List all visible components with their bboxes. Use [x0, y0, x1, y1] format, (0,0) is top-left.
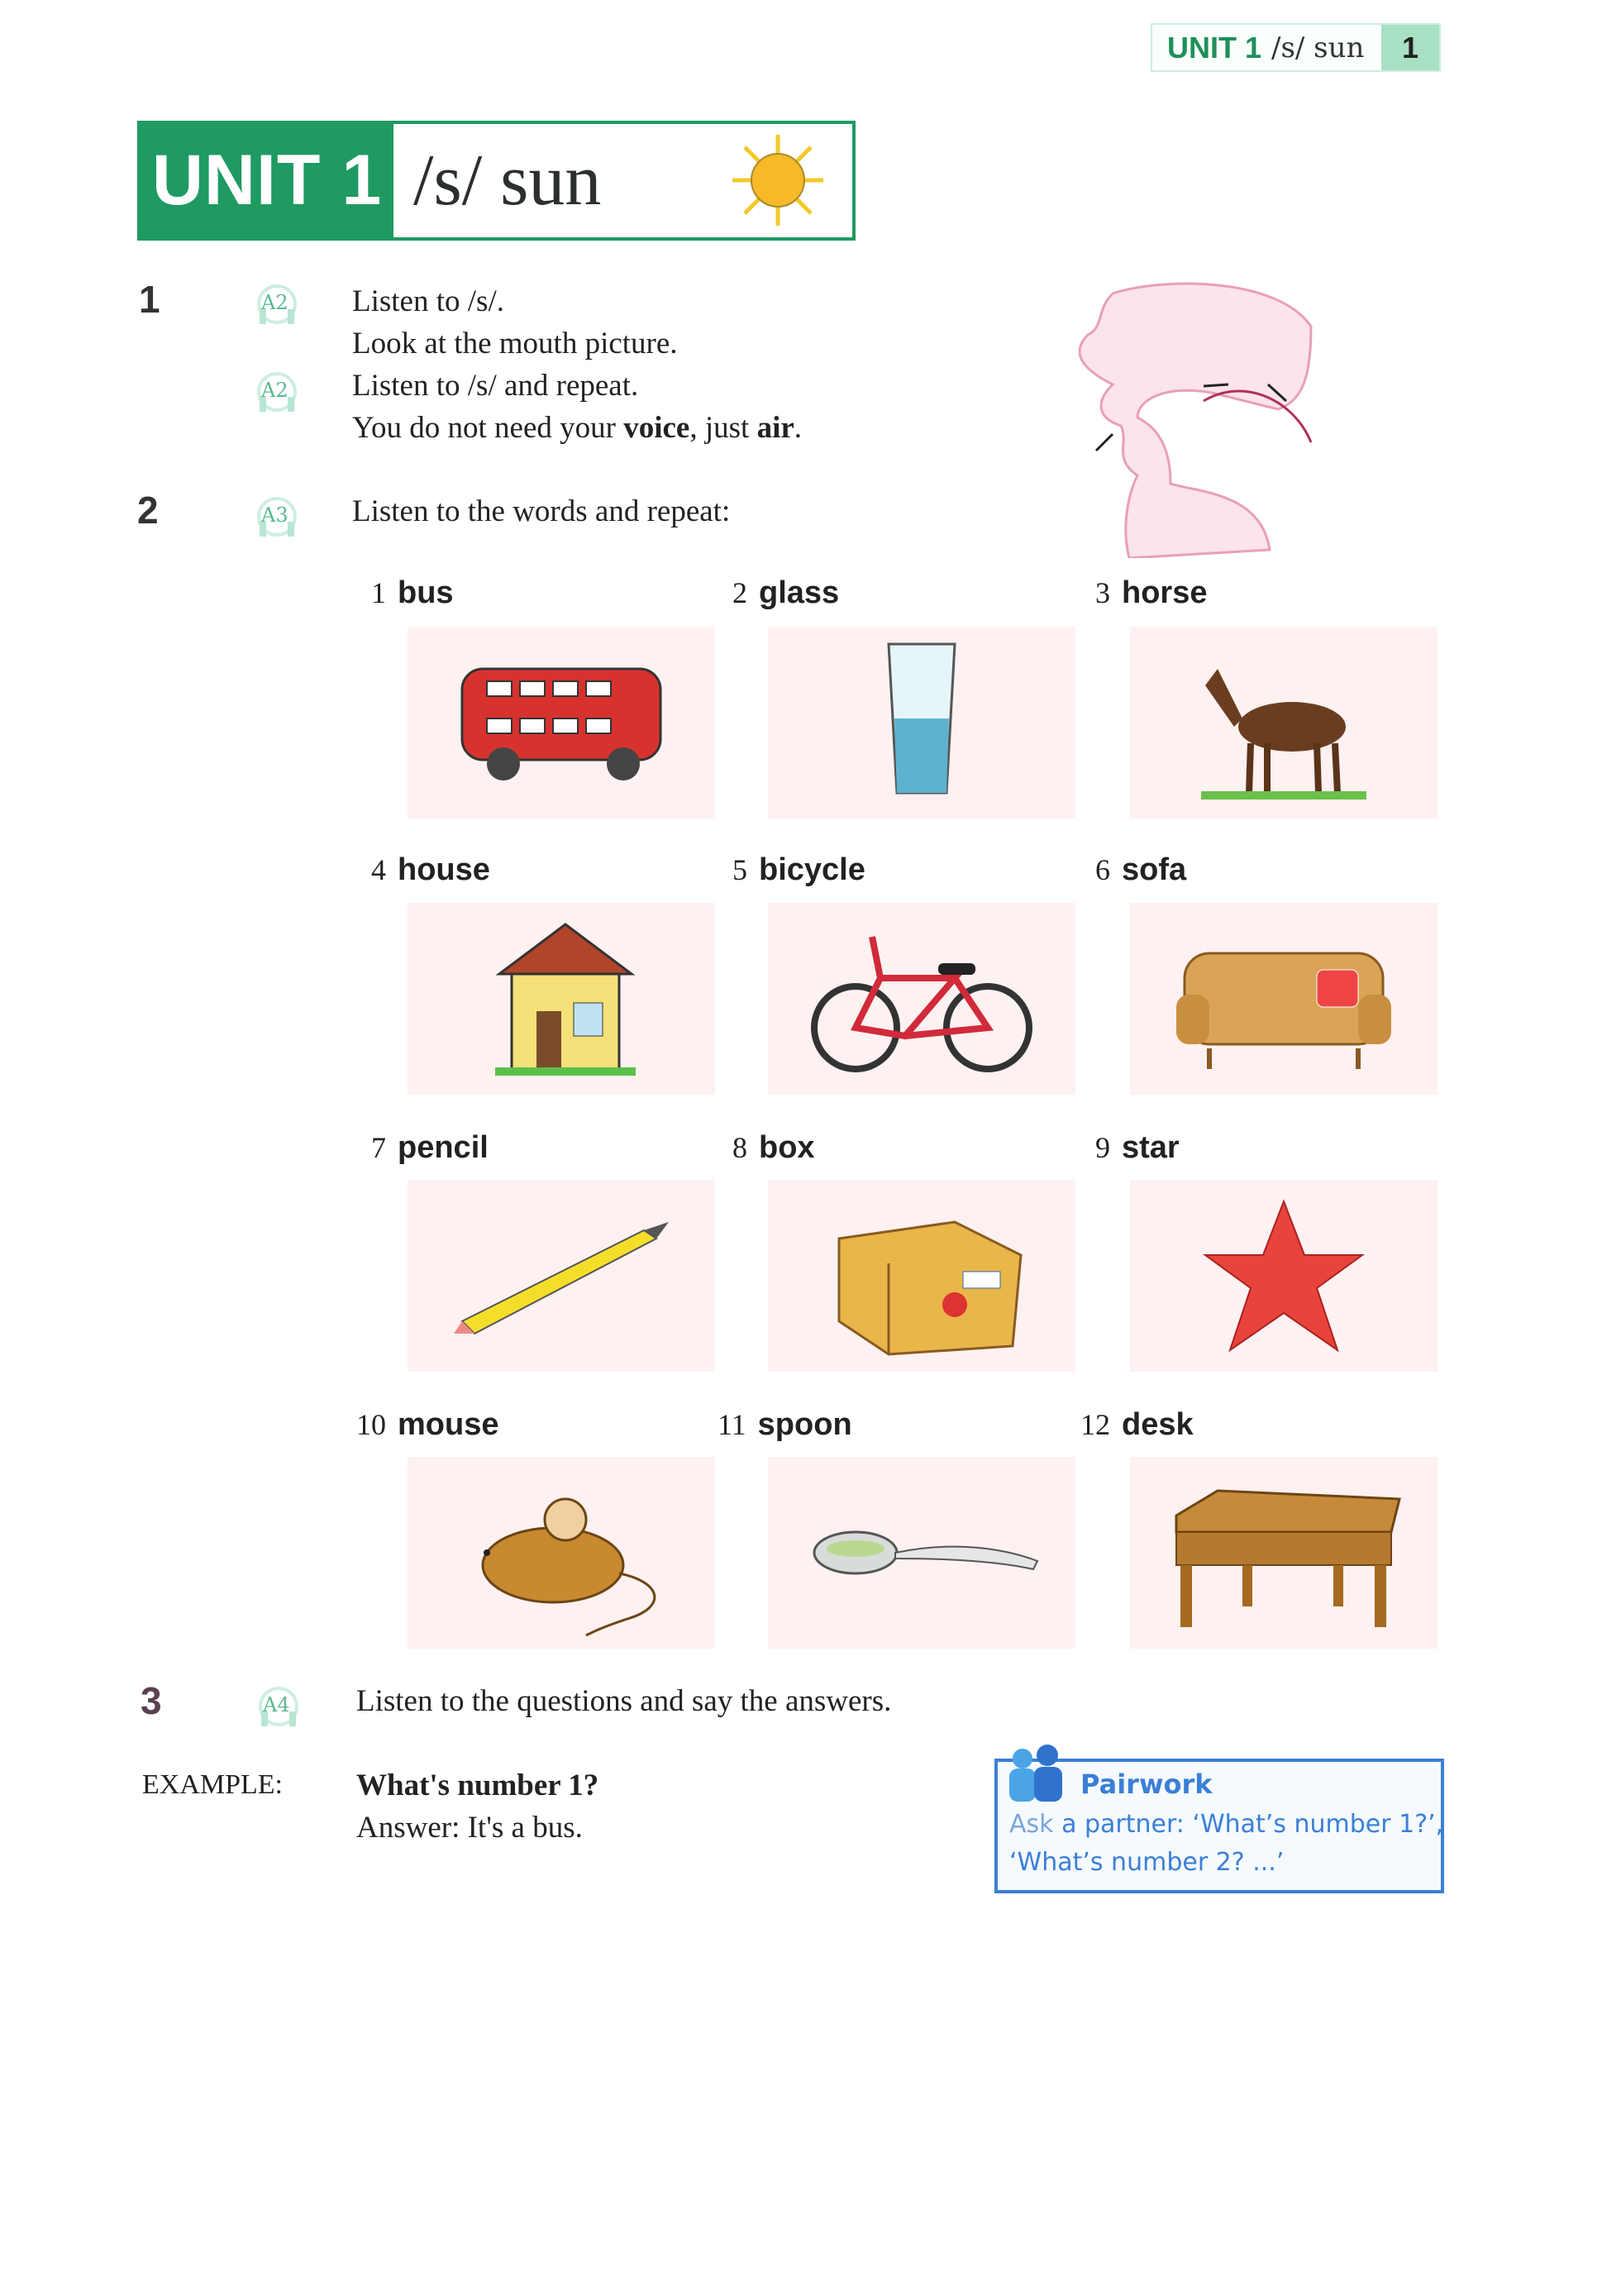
- desk-picture: [1130, 1457, 1438, 1649]
- exercise-3-instruction: Listen to the questions and say the answers.: [356, 1684, 892, 1718]
- word-text: horse: [1122, 575, 1208, 610]
- exercise-3-number: 3: [141, 1679, 162, 1722]
- sun-icon: [728, 131, 827, 230]
- word-label-box: [732, 1130, 815, 1166]
- running-header-unit: UNIT 1: [1167, 30, 1262, 64]
- audio-icon[interactable]: [256, 494, 298, 548]
- word-text: spoon: [757, 1407, 852, 1442]
- running-header: [1151, 23, 1441, 72]
- word-number: 9: [1095, 1131, 1110, 1164]
- word-text: bus: [398, 575, 454, 610]
- glass-icon: [789, 636, 1054, 809]
- exercise-2-number: 2: [137, 489, 159, 532]
- unit-label: UNIT 1: [141, 124, 393, 237]
- unit-banner: [137, 121, 856, 241]
- audio-icon[interactable]: [258, 1683, 299, 1738]
- page-number: 1: [1381, 25, 1439, 70]
- example-answer: Answer: It's a bus.: [356, 1811, 583, 1845]
- word-label-mouse: [356, 1407, 498, 1443]
- word-text: sofa: [1122, 852, 1187, 887]
- word-label-bicycle: [732, 852, 865, 888]
- pairwork-box: [994, 1759, 1444, 1893]
- glass-picture: [768, 627, 1075, 819]
- word-label-sofa: [1095, 852, 1186, 888]
- star-picture: [1130, 1180, 1438, 1372]
- bicycle-icon: [789, 912, 1054, 1086]
- spoon-picture: [768, 1457, 1075, 1649]
- pencil-picture: [408, 1180, 715, 1372]
- horse-picture: [1130, 627, 1438, 819]
- word-label-glass: [732, 575, 839, 611]
- star-icon: [1151, 1189, 1416, 1363]
- word-number: 2: [732, 576, 747, 609]
- word-text: desk: [1122, 1407, 1194, 1442]
- running-header-title: /s/ sun: [1271, 31, 1365, 64]
- word-number: 3: [1095, 576, 1110, 609]
- word-number: 7: [371, 1131, 386, 1164]
- sofa-picture: [1130, 903, 1438, 1095]
- box-icon: [789, 1189, 1054, 1363]
- exercise-1-number: 1: [139, 278, 160, 321]
- sofa-icon: [1151, 912, 1416, 1086]
- bicycle-picture: [768, 903, 1075, 1095]
- word-text: glass: [759, 575, 840, 610]
- pencil-icon: [429, 1189, 694, 1363]
- audio-icon[interactable]: [256, 281, 298, 336]
- pairwork-text: Ask a partner: ‘What’s number 1?’,: [1009, 1810, 1444, 1839]
- word-text: bicycle: [759, 852, 865, 887]
- mouth-diagram: [1063, 277, 1328, 558]
- instruction-line: Look at the mouth picture.: [352, 327, 678, 360]
- word-number: 6: [1095, 853, 1110, 886]
- word-text: pencil: [398, 1130, 489, 1165]
- word-number: 4: [371, 853, 386, 886]
- house-icon: [429, 912, 694, 1086]
- pairwork-people-icon: [1004, 1744, 1070, 1802]
- word-text: mouse: [398, 1407, 499, 1442]
- exercise-2-instruction: Listen to the words and repeat:: [352, 494, 731, 528]
- example-label: EXAMPLE:: [142, 1769, 283, 1800]
- instruction-line: You do not need your voice, just air.: [352, 411, 803, 445]
- audio-icon[interactable]: [256, 369, 298, 423]
- instruction-line: Listen to /s/ and repeat.: [352, 369, 639, 403]
- word-label-spoon: [718, 1407, 852, 1443]
- word-label-horse: [1095, 575, 1207, 611]
- mouse-icon: [429, 1466, 694, 1640]
- word-label-star: [1095, 1130, 1180, 1166]
- word-number: 10: [356, 1408, 386, 1441]
- word-number: 8: [732, 1131, 747, 1164]
- instruction-line: Listen to /s/.: [352, 284, 504, 318]
- bus-picture: [408, 627, 715, 819]
- desk-icon: [1151, 1466, 1416, 1640]
- word-label-house: [371, 852, 490, 888]
- word-number: 12: [1080, 1408, 1110, 1441]
- unit-title: /s/ sun: [413, 141, 602, 221]
- spoon-icon: [789, 1466, 1054, 1640]
- word-label-desk: [1080, 1407, 1194, 1443]
- audio-track-label: A2: [261, 379, 288, 402]
- audio-track-label: A3: [261, 504, 288, 527]
- audio-track-label: A2: [261, 291, 288, 314]
- horse-icon: [1151, 636, 1416, 809]
- audio-track-label: A4: [263, 1693, 290, 1716]
- word-number: 11: [718, 1408, 746, 1441]
- word-label-pencil: [371, 1130, 489, 1166]
- pairwork-text-line2: ‘What’s number 2? ...’: [1009, 1848, 1285, 1877]
- word-text: star: [1122, 1130, 1180, 1165]
- pairwork-title: Pairwork: [1080, 1769, 1213, 1800]
- word-text: house: [398, 852, 490, 887]
- word-text: box: [759, 1130, 815, 1165]
- box-picture: [768, 1180, 1075, 1372]
- house-picture: [408, 903, 715, 1095]
- word-number: 1: [371, 576, 386, 609]
- word-label-bus: [371, 575, 454, 611]
- example-question: What's number 1?: [356, 1769, 599, 1802]
- bus-icon: [429, 636, 694, 809]
- mouse-picture: [408, 1457, 715, 1649]
- word-number: 5: [732, 853, 747, 886]
